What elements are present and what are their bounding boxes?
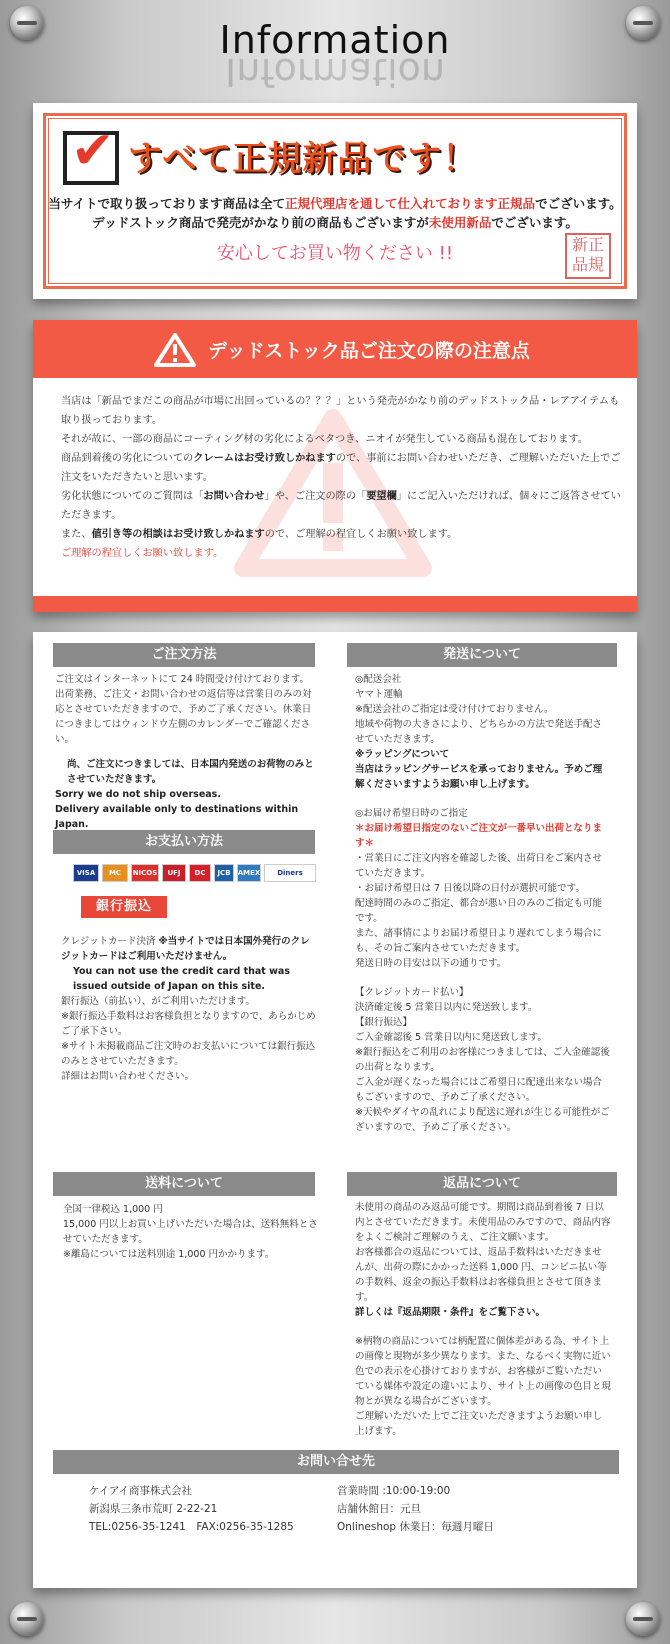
credit-card-logos: [73, 864, 316, 882]
postage-body: 全国一律税込 1,000 円 15,000 円以上お買い上げいただいた場合は、送料無料とさせていただきます。 ※離島については送料別途 1,000 円かかります。: [63, 1204, 318, 1260]
contact-header: お問い合せ先: [53, 1450, 619, 1474]
returns-header: 返品について: [347, 1172, 617, 1196]
deadstock-notice-card: [33, 320, 637, 612]
company-phone: TEL:0256-35-1241 FAX:0256-35-1285: [89, 1521, 294, 1533]
genuine-notice-card: [33, 103, 637, 299]
company-address: 新潟県三条市荒町 2-22-21: [89, 1503, 218, 1515]
note-2: それが故に、一部の商品にコーティング材の劣化によるベタつき、ニオイが発生している商品も混在しております。: [61, 434, 588, 445]
jcb-icon: JCB: [214, 864, 234, 882]
note-5: また、値引き等の相談はお受け致しかねますので、ご理解の程宜しくお願い致します。: [61, 529, 458, 540]
store-closed-days: 店舗休館日：元旦: [337, 1503, 421, 1515]
postage-header: 送料について: [53, 1172, 315, 1196]
info-sections-card: [33, 632, 637, 1588]
deadstock-header-band: [33, 320, 637, 378]
order-method-body: ご注文はインターネットにて 24 時間受け付けております。出荷業務、ご注文・お問い合わせの返信等は営業日のみの対応とさせていただきますので、予めご了承ください。休業日につきましてはウィンドウ左側のカレンダーでご確認ください。 尚、ご注文につきましては、日本国内発送のお荷物のみとさせていただきます。 Sorry we do not ship overseas. Delivery available only to destinations within Japan.: [55, 674, 314, 830]
page-title-reflection: Information: [225, 50, 445, 94]
nicos-icon: NICOS: [131, 864, 159, 882]
shipping-body: ◎配送会社 ヤマト運輸 ※配送会社のご指定は受け付けておりません。 地域や荷物の大きさにより、どちらかの方法で発送手配させていただきます。 ※ラッピングについて 当店はラッピングサービスを承っておりません。予めご理解くださいますようお願い申し上げます。 ◎お届け希望日時のご指定 ＊お届け希望日指定のないご注文が一番早い出荷となります＊ ・営業日にご注文内容を確認した後、出荷日をご案内させていただきます。 ・お届け希望日は 7 日後以降の日付が選択可能です。 配達時間のみのご指定、都合が悪い日のみのご指定も可能です。 また、諸事情によりお届け希望日より遅れてしまう場合にも、その旨ご案内させていただきます。 発送日時の目安は以下の通りです。 【クレジットカード払い】 決済確定後 5 営業日以内に発送致します。 【銀行振込】 ご入金確認後 5 営業日以内に発送致します。 ※銀行振込をご利用のお客様につきましては、ご入金確認後の出荷となります。 ご入金が遅くなった場合にはご希望日に配達出来ない場合もございますので、予めご了承ください。 ※天候やダイヤの乱れにより配送に遅れが生じる可能性がございますので、予めご了承ください。: [355, 674, 610, 1133]
deadstock-notes: [61, 392, 621, 563]
notice-line-2: デッドストック商品で発売がかなり前の商品もございますが未使用新品でございます。: [92, 215, 578, 230]
ufj-icon: UFJ: [162, 864, 186, 882]
mastercard-icon: MC: [102, 864, 128, 882]
notice-line-1: 当サイトで取り扱っております商品は全て正規代理店を通して仕入れております正規品でございます。: [48, 196, 622, 211]
note-6: ご理解の程宜しくお願い致します。: [61, 548, 224, 559]
bank-transfer-badge: 銀行振込: [81, 896, 167, 918]
checkmark-icon: ✔: [71, 121, 115, 181]
business-hours: 営業時間 :10:00-19:00: [337, 1485, 451, 1497]
note-1: 当店は「新品でまだこの商品が市場に出回っているの？？？」という発売がかなり前のデッドストック品・レアアイテムも取り扱っております。: [61, 396, 620, 426]
order-method-header: ご注文方法: [53, 643, 315, 667]
shipping-header: 発送について: [347, 643, 617, 667]
warning-icon: [153, 332, 197, 368]
returns-body: 未使用の商品のみ返品可能です。期間は商品到着後 7 日以内とさせていただきます。未使用品のみですので、商品内容をよくご検討ご理解のうえ、ご注文願います。 お客様都合の返品については、返品手数料はいただきませんが、出荷の際にかかった送料 1,000 円、コンビニ払い等の手数料、返金の振込手数料はお客様負担とさせて頂きます。 詳しくは『返品期限・条件』をご覧下さい。 ※柄物の商品については柄配置に個体差がある為、サイト上の画像と現物が多少異なります。また、なるべく実物に近い色での表示を心掛けておりますが、お客様がご覧いただいている媒体や設定の違いにより、サイト上の画像の色目と現物とが異なる場合がございます。 ご理解いただいた上でご注文いただきますようお願い申し上げます。: [355, 1202, 611, 1437]
payment-method-body: クレジットカード決済 ※当サイトでは日本国外発行のクレジットカードはご利用いただけません。 You can not use the credit card that was issued outside of Japan on this site. 銀行振込（前払い）、がご利用いただけます。 ※銀行振込手数料はお客様負担となりますので、あらかじめご了承下さい。 ※サイト未掲載商品ご注文時のお支払いについては銀行振込のみとさせていただきます。 詳細はお問い合わせください。: [61, 936, 316, 1082]
contact-company-block: [89, 1482, 339, 1536]
screw-bottom-right: [626, 1602, 660, 1636]
deadstock-footer-band: [33, 596, 637, 612]
note-3: 商品到着後の劣化についてのクレームはお受け致しかねますので、事前にお問い合わせいただき、ご理解いただいた上でご注文をいただきたいと思います。: [61, 453, 621, 483]
genuine-seal-stamp: 新正品規: [565, 233, 611, 279]
note-4: 劣化状態についてのご質問は「お問い合わせ」や、ご注文の際の「要望欄」にご記入いただければ、個々にご返答させていただきます。: [61, 491, 621, 521]
dc-icon: DC: [189, 864, 211, 882]
relax-message: 安心してお買い物ください !!: [216, 243, 454, 264]
diners-icon: Diners: [264, 864, 316, 882]
payment-method-header: お支払い方法: [53, 830, 315, 854]
amex-icon: AMEX: [237, 864, 261, 882]
page-title: Information: [219, 18, 451, 62]
notice-headline: すべて正規新品です！: [128, 139, 478, 179]
company-name: ケイアイ商事株式会社: [89, 1485, 193, 1497]
screw-bottom-left: [10, 1602, 44, 1636]
contact-hours-block: [337, 1482, 607, 1536]
deadstock-heading: デッドストック品ご注文の際の注意点: [208, 340, 530, 362]
online-closed-days: Onlineshop 休業日：毎週月曜日: [337, 1521, 494, 1533]
visa-icon: VISA: [73, 864, 99, 882]
